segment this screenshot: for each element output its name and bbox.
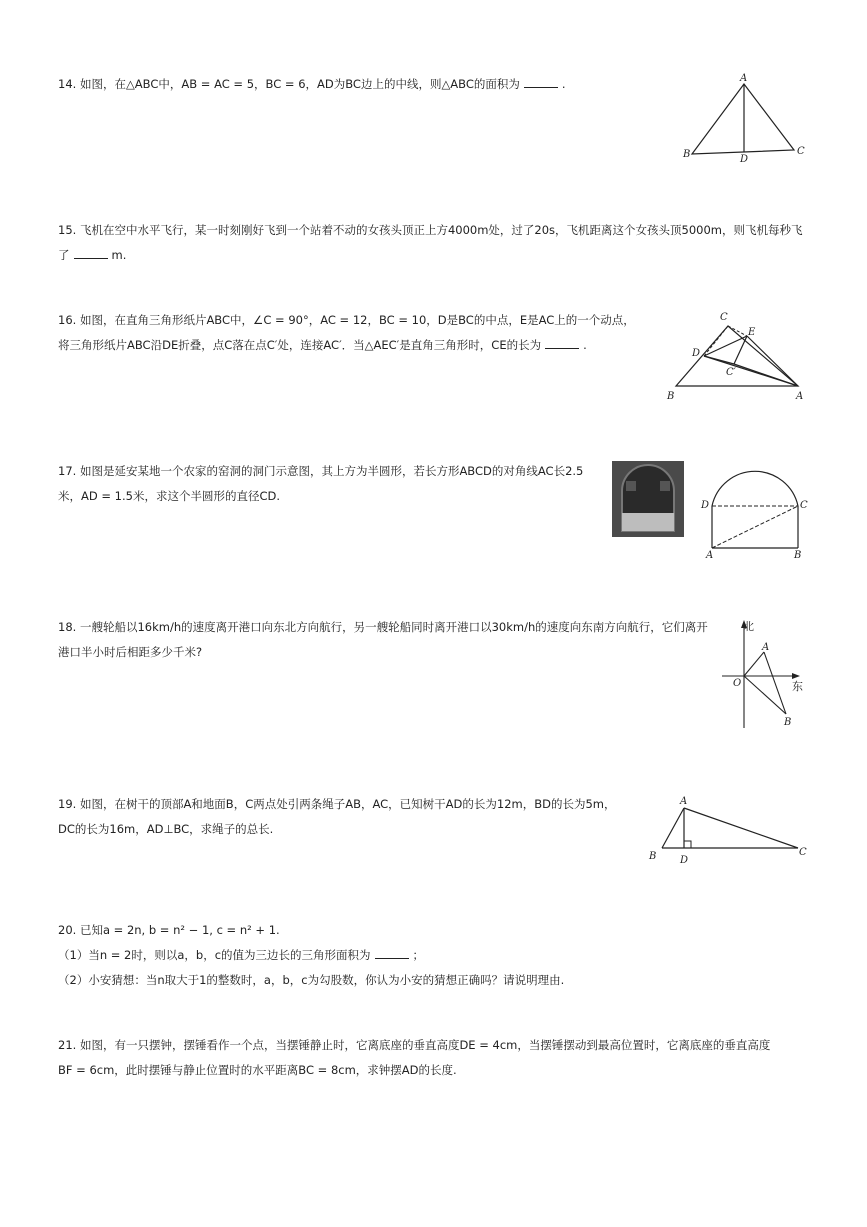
label-A: A bbox=[680, 796, 688, 807]
q19-text-line1: 19. 如图，在树干的顶部A和地面B，C两点处引两条绳子AB，AC，已知树干AD的长为12m，BD的长为5m， bbox=[58, 797, 616, 811]
q20-text-line1: 20. 已知a = 2n, b = n² − 1, c = n² + 1. bbox=[58, 923, 280, 937]
q17-text-line1: 17. 如图是延安某地一个农家的窑洞的洞门示意图，其上方为半圆形，若长方形ABCD的对角线AC长2.5 bbox=[58, 464, 584, 478]
label-C: C bbox=[800, 500, 808, 511]
figure-q18-compass bbox=[718, 618, 813, 733]
label-C: C bbox=[797, 146, 805, 157]
question-16: 16. 如图，在直角三角形纸片ABC中，∠C = 90°，AC = 12，BC = 10，D是BC的中点，E是AC上的一个动点， 将三角形纸片ABC沿DE折叠，点C落在点C′处，连接AC′．当△AEC′是直角三角形时，CE的长为 . bbox=[58, 308, 635, 358]
question-19 bbox=[58, 792, 616, 842]
label-A: A bbox=[706, 550, 714, 561]
label-D: D bbox=[740, 154, 749, 165]
label-B: B bbox=[649, 851, 657, 862]
q19-text-line2: DC的长为16m，AD⊥BC，求绳子的总长. bbox=[58, 822, 274, 836]
label-A: A bbox=[762, 642, 770, 653]
figure-q17-cave-arch bbox=[698, 458, 813, 563]
label-B: B bbox=[683, 149, 691, 160]
question-21 bbox=[58, 1033, 770, 1083]
q18-text-line2: 港口半小时后相距多少千米? bbox=[58, 645, 203, 659]
question-20: 20. 已知a = 2n, b = n² − 1, c = n² + 1. （1）当n = 2时，则以a，b，c的值为三边长的三角形面积为 ； （2）小安猜想：当n取大于1的整数时，a，b，c为勾股数，你认为小安的猜想正确吗？请说明理由. bbox=[58, 918, 564, 993]
answer-blank[interactable] bbox=[74, 246, 108, 259]
label-north: 北 bbox=[743, 620, 754, 633]
q21-text-line2: BF = 6cm，此时摆锤与静止位置时的水平距离BC = 8cm，求钟摆AD的长度. bbox=[58, 1063, 457, 1077]
figure-q19-tree-ropes bbox=[646, 792, 811, 867]
answer-blank[interactable] bbox=[545, 336, 579, 349]
label-C: C bbox=[799, 847, 807, 858]
q15-text-line1: 15. 飞机在空中水平飞行，某一时刻刚好飞到一个站着不动的女孩头顶正上方4000m处，过了20s，飞机距离这个女孩头顶5000m，则飞机每秒飞 bbox=[58, 223, 803, 237]
question-17 bbox=[58, 459, 583, 509]
label-O: O bbox=[733, 678, 742, 689]
answer-blank[interactable] bbox=[524, 75, 558, 88]
label-D: D bbox=[680, 855, 689, 866]
label-B: B bbox=[784, 717, 792, 728]
label-D: D bbox=[692, 348, 701, 359]
question-15: 15. 飞机在空中水平飞行，某一时刻刚好飞到一个站着不动的女孩头顶正上方4000m处，过了20s，飞机距离这个女孩头顶5000m，则飞机每秒飞 了 m. bbox=[58, 218, 803, 268]
figure-q16-fold-triangle bbox=[662, 308, 812, 403]
q16-text-line1: 16. 如图，在直角三角形纸片ABC中，∠C = 90°，AC = 12，BC = 10，D是BC的中点，E是AC上的一个动点， bbox=[58, 313, 635, 327]
label-B: B bbox=[794, 550, 802, 561]
label-D: D bbox=[701, 500, 710, 511]
label-east: 东 bbox=[792, 680, 803, 693]
question-14: 14. 如图，在△ABC中，AB = AC = 5，BC = 6，AD为BC边上的中线，则△ABC的面积为 . bbox=[58, 77, 566, 91]
question-18 bbox=[58, 615, 708, 665]
label-B: B bbox=[667, 391, 675, 402]
q20-text-line3: （2）小安猜想：当n取大于1的整数时，a，b，c为勾股数，你认为小安的猜想正确吗？请说明理由. bbox=[58, 973, 565, 987]
label-A: A bbox=[796, 391, 804, 402]
label-C: C bbox=[720, 312, 728, 323]
q21-text-line1: 21. 如图，有一只摆钟，摆锤看作一个点，当摆锤静止时，它离底座的垂直高度DE = 4cm，当摆锤摆动到最高位置时，它离底座的垂直高度 bbox=[58, 1038, 771, 1052]
q17-text-line2: 米，AD = 1.5米，求这个半圆形的直径CD. bbox=[58, 489, 280, 503]
label-C-prime: C′ bbox=[726, 367, 736, 378]
cave-door-photo bbox=[612, 461, 684, 537]
q18-text-line1: 18. 一艘轮船以16km/h的速度离开港口向东北方向航行，另一艘轮船同时离开港口以30km/h的速度向东南方向航行，它们离开 bbox=[58, 620, 708, 634]
answer-blank[interactable] bbox=[375, 946, 409, 959]
label-A: A bbox=[740, 73, 748, 84]
figure-q14-triangle bbox=[680, 72, 810, 167]
label-E: E bbox=[748, 327, 756, 338]
q14-text: 14. 如图，在△ABC中，AB = AC = 5，BC = 6，AD为BC边上的中线，则△ABC的面积为 bbox=[58, 77, 520, 91]
